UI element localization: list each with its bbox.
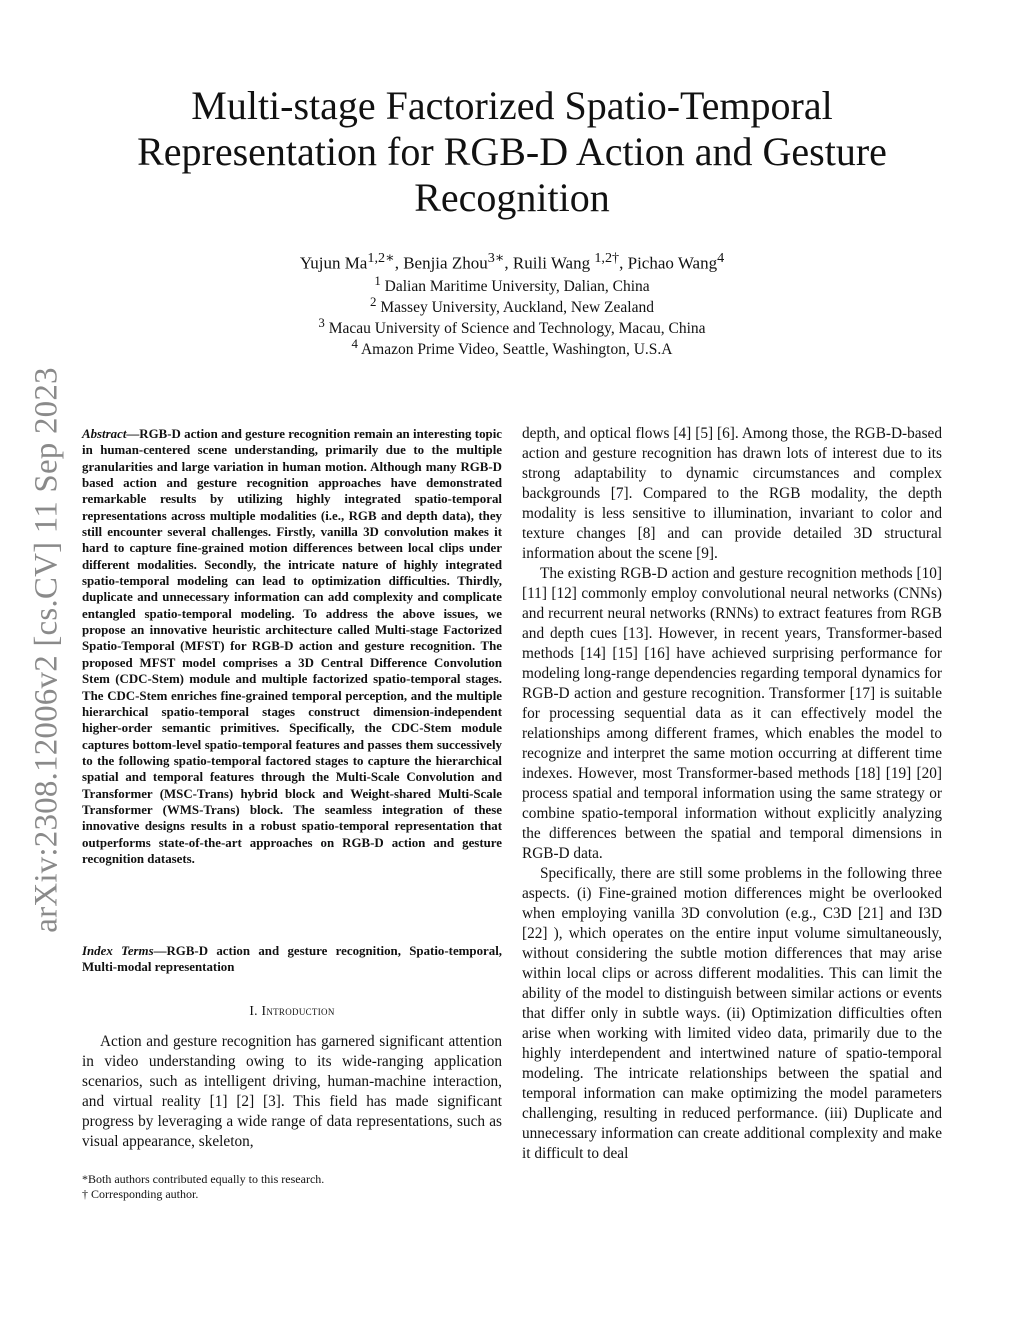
author-name: Yujun Ma (299, 253, 368, 273)
footnote-equal-contribution: *Both authors contributed equally to this research. (82, 1172, 325, 1186)
affiliation-text: Massey University, Auckland, New Zealand (380, 299, 654, 317)
affiliation-number: 4 (351, 336, 358, 351)
affiliation-number: 2 (370, 294, 377, 309)
right-column (522, 424, 942, 1164)
abstract: Abstract—RGB-D action and gesture recognition remain an interesting topic in human-centered scene understanding, primarily due to the multiple granularities and large variation in human motion. Although many RGB-D based action and gesture recognition approaches have demonstrated remarkable results by utilizing highly integrated spatio-temporal representations across multiple modalities (i.e., RGB and depth data), they still encounter several challenges. Firstly, vanilla 3D convolution makes it hard to capture fine-grained motion differences between local clips under different modalities. Secondly, the intricate nature of highly integrated spatio-temporal modeling can lead to optimization difficulties. Thirdly, duplicate and unnecessary information can add complexity and complicate entangled spatio-temporal modeling. To address the above issues, we propose an innovative heuristic architecture called Multi-stage Factorized Spatio-Temporal (MFST) for RGB-D action and gesture recognition. The proposed MFST model comprises a 3D Central Difference Convolution Stem (CDC-Stem) module and multiple factorized spatio-temporal stages. The CDC-Stem enriches fine-grained temporal perception, and the multiple hierarchical spatio-temporal stages construct dimension-independent higher-order semantic primitives. Specifically, the CDC-Stem module captures bottom-level spatio-temporal features and passes them successively to the following spatio-temporal factored stages to capture the hierarchical spatial and temporal features through the Multi-Scale Convolution and Transformer (MSC-Trans) hybrid block and Weight-shared Multi-Scale Transformer (WMS-Trans) block. The seamless integration of these innovative designs results in a robust spatio-temporal representation that outperforms state-of-the-art approaches on RGB-D action and gesture recognition datasets. (82, 427, 502, 866)
body-paragraph: Specifically, there are still some problems in the following three aspects. (i) Fine-grained motion differences might be overlooked when employing vanilla 3D convolution (e.g., C3D [21] and I3D [22] ), which operates on the entire input volume simultaneously, without considering the subtle motion differences that may arise within local clips or across different modalities. This can limit the ability of the model to distinguish between similar actions or events that differ only in subtle ways. (ii) Optimization difficulties often arise when working with limited video data, primarily due to the highly interdependent and intertwined nature of spatio-temporal modeling. The intricate relationships between the spatial and temporal information can make optimizing the model parameters challenging, resulting in reduced performance. (iii) Duplicate and unnecessary information can create additional complexity and make it difficult to deal (522, 865, 942, 1162)
intro-paragraph: Action and gesture recognition has garnered significant attention in video understanding owing to its wide-ranging application scenarios, such as intelligent driving, human-machine interaction, and virtual reality [1] [2] [3]. This field has made significant progress by leveraging a wide range of data representations, such as visual appearance, skeleton, (82, 1033, 502, 1150)
affiliation-text: Macau University of Science and Technology, Macau, China (328, 320, 706, 338)
index-terms-text: RGB-D action and gesture recognition, Spatio-temporal, Multi-modal representation (82, 944, 502, 975)
author-name: Pichao Wang (627, 253, 718, 273)
author-affil-marker: 4 (717, 250, 725, 266)
affiliation (0, 333, 1024, 360)
section-heading (82, 1003, 502, 1019)
affiliation-text: Dalian Maritime University, Dalian, China (384, 278, 650, 296)
section-number: I. (249, 1003, 262, 1018)
index-terms: Index Terms—RGB-D action and gesture recognition, Spatio-temporal, Multi-modal representation (82, 944, 502, 975)
body-paragraph: The existing RGB-D action and gesture recognition methods [10] [11] [12] commonly employ convolutional neural networks (CNNs) and recurrent neural networks (RNNs) to extract features from RGB and depth cues [13]. However, in recent years, Transformer-based methods [14] [15] [16] have achieved surprising performance for modeling long-range dependencies regarding temporal dynamics for RGB-D action and gesture recognition. Transformer [17] is suitable for processing sequential data as it can effectively model the relationships among different frames, which enables the model to recognize and interpret the same motion occurring at different time indexes. However, most Transformer-based methods [18] [19] [20] process spatial and temporal information using the same strategy or combine spatio-temporal information without explicitly analyzing the differences between the spatial and temporal dimensions in RGB-D data. (522, 565, 942, 862)
author-affil-marker: 1,2∗ (367, 250, 395, 266)
footnote-corresponding: † Corresponding author. (82, 1187, 199, 1201)
affiliation-number: 3 (318, 315, 325, 330)
section-title: Introduction (261, 1003, 335, 1018)
author-affil-marker: 3∗ (487, 250, 505, 266)
index-terms-label: Index Terms (82, 944, 154, 958)
paper-title: Multi-stage Factorized Spatio-Temporal Representation for RGB-D Action and Gesture Recognition (137, 83, 887, 220)
affiliation-number: 1 (374, 273, 381, 288)
author-affil-marker: 1,2† (594, 250, 620, 266)
body-paragraph: depth, and optical flows [4] [5] [6]. Among those, the RGB-D-based action and gesture recognition has drawn lots of interest due to its strong adaptability to dynamic circumstances and complex backgrounds [7]. Compared to the RGB modality, the depth modality is less sensitive to illumination, invariant to color and texture changes [8] and can provide detailed 3D structural information about the scene [9]. (522, 425, 942, 562)
author-name: Ruili Wang (512, 253, 595, 273)
arxiv-identifier[interactable]: arXiv:2308.12006v2 [cs.CV] 11 Sep 2023 (28, 367, 65, 933)
author-list: Yujun $Ma^{1,2∗}$, Benjia Zhou$^{3∗}$, Ruili Wang $^{1,2\dagger}$, Pichao Wang$^4$ (299, 250, 725, 273)
abstract-text: RGB-D action and gesture recognition remain an interesting topic in human-centered scene understanding, primarily due to the multiple granularities and large variation in human motion. Although many RGB-D based action and gesture recognition approaches have demonstrated remarkable results by utilizing highly integrated spatio-temporal representations across multiple modalities (i.e., RGB and depth data), they still encounter several challenges. Firstly, vanilla 3D convolution makes it hard to capture fine-grained motion differences between local clips under different modalities. Secondly, the intricate nature of highly integrated spatio-temporal modeling can lead to optimization difficulties. Thirdly, duplicate and unnecessary information can add complexity and complicate entangled spatio-temporal modeling. To address the above issues, we propose an innovative heuristic architecture called Multi-stage Factorized Spatio-Temporal (MFST) for RGB-D action and gesture recognition. The proposed MFST model comprises a 3D Central Difference Convolution Stem (CDC-Stem) module and multiple factorized spatio-temporal stages. The CDC-Stem enriches fine-grained temporal perception, and the multiple hierarchical spatio-temporal stages construct dimension-independent higher-order semantic primitives. Specifically, the CDC-Stem module captures bottom-level spatio-temporal features and passes them successively to the following spatio-temporal factored stages to capture the hierarchical spatial and temporal features through the Multi-Scale Convolution and Transformer (MSC-Trans) hybrid block and Weight-shared Multi-Scale Transformer (WMS-Trans) block. The seamless integration of these innovative designs results in a robust spatio-temporal representation that outperforms state-of-the-art approaches on RGB-D action and gesture recognition datasets. (82, 427, 502, 866)
author-name: Benjia Zhou (403, 253, 488, 273)
abstract-label: Abstract (82, 427, 127, 441)
affiliation-text: Amazon Prime Video, Seattle, Washington, U.S.A (360, 341, 673, 359)
